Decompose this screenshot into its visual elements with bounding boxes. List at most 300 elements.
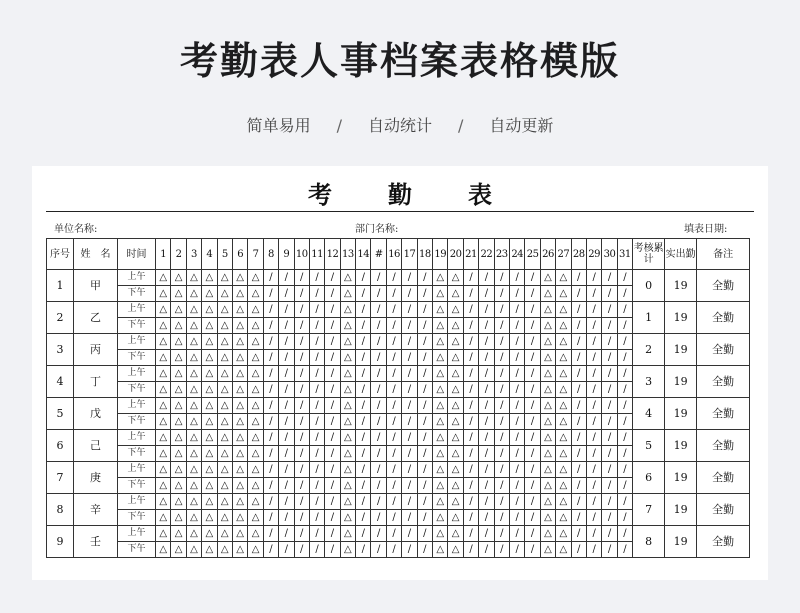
- attendance-mark: △: [217, 334, 232, 350]
- header-day: 9: [279, 239, 294, 270]
- header-day: 22: [479, 239, 494, 270]
- attendance-mark: △: [232, 414, 247, 430]
- attendance-mark: △: [232, 334, 247, 350]
- attendance-mark: △: [433, 510, 448, 526]
- attendance-mark: /: [356, 350, 371, 366]
- attendance-mark: △: [217, 350, 232, 366]
- attendance-mark: △: [202, 318, 217, 334]
- row-check-total: 5: [633, 430, 665, 462]
- attendance-mark: /: [571, 478, 586, 494]
- attendance-mark: △: [232, 446, 247, 462]
- department-name-label: 部门名称:: [355, 224, 399, 235]
- attendance-mark: /: [371, 542, 386, 558]
- attendance-mark: /: [525, 350, 540, 366]
- attendance-mark: △: [217, 398, 232, 414]
- attendance-mark: △: [202, 270, 217, 286]
- attendance-mark: /: [386, 494, 401, 510]
- attendance-mark: /: [509, 318, 524, 334]
- attendance-mark: /: [294, 542, 309, 558]
- period-label: 上午: [118, 302, 156, 318]
- attendance-mark: △: [248, 542, 263, 558]
- attendance-mark: △: [217, 494, 232, 510]
- attendance-mark: /: [309, 270, 324, 286]
- attendance-mark: △: [202, 366, 217, 382]
- attendance-mark: /: [463, 478, 478, 494]
- attendance-mark: /: [263, 270, 278, 286]
- attendance-mark: /: [617, 302, 632, 318]
- attendance-mark: /: [309, 350, 324, 366]
- attendance-mark: /: [263, 398, 278, 414]
- row-check-total: 8: [633, 526, 665, 558]
- attendance-mark: /: [294, 494, 309, 510]
- attendance-mark: /: [325, 494, 340, 510]
- attendance-mark: △: [202, 478, 217, 494]
- attendance-mark: △: [217, 382, 232, 398]
- attendance-mark: /: [617, 526, 632, 542]
- attendance-mark: △: [232, 286, 247, 302]
- attendance-mark: /: [494, 510, 509, 526]
- attendance-mark: △: [171, 414, 186, 430]
- attendance-mark: /: [371, 302, 386, 318]
- attendance-mark: △: [556, 382, 571, 398]
- attendance-mark: /: [494, 446, 509, 462]
- header-day: 13: [340, 239, 355, 270]
- row-index: 3: [47, 334, 74, 366]
- attendance-mark: /: [386, 478, 401, 494]
- row-name: 庚: [74, 462, 118, 494]
- attendance-mark: /: [279, 334, 294, 350]
- attendance-mark: △: [448, 414, 463, 430]
- attendance-mark: /: [525, 478, 540, 494]
- attendance-mark: △: [340, 478, 355, 494]
- attendance-mark: /: [509, 494, 524, 510]
- attendance-mark: △: [156, 542, 171, 558]
- table-row: [47, 526, 750, 542]
- attendance-mark: △: [232, 350, 247, 366]
- attendance-mark: △: [186, 334, 201, 350]
- period-label: 下午: [118, 510, 156, 526]
- attendance-mark: △: [433, 462, 448, 478]
- attendance-mark: △: [202, 286, 217, 302]
- attendance-mark: /: [602, 334, 617, 350]
- attendance-mark: △: [156, 382, 171, 398]
- attendance-mark: /: [463, 302, 478, 318]
- feature-item: 自动更新: [489, 116, 554, 135]
- attendance-mark: /: [571, 446, 586, 462]
- attendance-mark: /: [509, 366, 524, 382]
- header-note: 备注: [697, 239, 750, 270]
- attendance-mark: △: [171, 286, 186, 302]
- attendance-mark: /: [309, 414, 324, 430]
- attendance-mark: /: [463, 270, 478, 286]
- attendance-mark: /: [386, 430, 401, 446]
- attendance-mark: /: [417, 430, 432, 446]
- row-index: 6: [47, 430, 74, 462]
- attendance-mark: /: [525, 302, 540, 318]
- attendance-mark: /: [263, 382, 278, 398]
- attendance-mark: /: [356, 398, 371, 414]
- header-day: 23: [494, 239, 509, 270]
- attendance-mark: /: [586, 494, 601, 510]
- feature-item: 自动统计: [367, 116, 432, 135]
- attendance-mark: /: [356, 286, 371, 302]
- attendance-mark: △: [232, 510, 247, 526]
- attendance-mark: △: [156, 526, 171, 542]
- attendance-mark: △: [248, 526, 263, 542]
- attendance-mark: /: [402, 462, 417, 478]
- attendance-mark: △: [232, 462, 247, 478]
- attendance-mark: △: [232, 494, 247, 510]
- attendance-mark: /: [463, 510, 478, 526]
- attendance-mark: △: [202, 398, 217, 414]
- attendance-mark: △: [556, 542, 571, 558]
- row-check-total: 4: [633, 398, 665, 430]
- attendance-mark: /: [279, 414, 294, 430]
- attendance-mark: /: [479, 510, 494, 526]
- attendance-mark: △: [433, 494, 448, 510]
- attendance-mark: /: [617, 478, 632, 494]
- attendance-mark: /: [509, 286, 524, 302]
- header-day: 19: [433, 239, 448, 270]
- title-divider: [46, 211, 754, 212]
- attendance-mark: △: [171, 366, 186, 382]
- attendance-mark: △: [433, 430, 448, 446]
- attendance-mark: △: [217, 478, 232, 494]
- attendance-mark: /: [325, 286, 340, 302]
- attendance-mark: /: [586, 398, 601, 414]
- attendance-mark: △: [448, 510, 463, 526]
- attendance-mark: /: [479, 494, 494, 510]
- attendance-mark: △: [186, 398, 201, 414]
- attendance-mark: /: [294, 286, 309, 302]
- attendance-mark: /: [356, 462, 371, 478]
- attendance-table: [46, 238, 750, 558]
- attendance-mark: /: [325, 446, 340, 462]
- attendance-mark: /: [617, 398, 632, 414]
- attendance-mark: △: [540, 382, 555, 398]
- attendance-mark: /: [386, 334, 401, 350]
- attendance-mark: △: [217, 510, 232, 526]
- row-check-total: 1: [633, 302, 665, 334]
- header-row: [47, 239, 750, 270]
- attendance-mark: △: [448, 494, 463, 510]
- attendance-mark: △: [433, 542, 448, 558]
- attendance-mark: △: [556, 446, 571, 462]
- attendance-mark: /: [371, 350, 386, 366]
- attendance-mark: /: [463, 430, 478, 446]
- attendance-mark: △: [202, 414, 217, 430]
- header-day: 14: [356, 239, 371, 270]
- attendance-mark: △: [556, 318, 571, 334]
- attendance-mark: /: [309, 494, 324, 510]
- attendance-mark: /: [479, 430, 494, 446]
- attendance-mark: /: [494, 398, 509, 414]
- row-note: 全勤: [697, 366, 750, 398]
- attendance-mark: /: [509, 478, 524, 494]
- attendance-mark: /: [309, 398, 324, 414]
- period-label: 上午: [118, 494, 156, 510]
- period-label: 上午: [118, 430, 156, 446]
- row-attendance: 19: [665, 430, 697, 462]
- attendance-mark: /: [525, 414, 540, 430]
- attendance-mark: /: [617, 318, 632, 334]
- attendance-mark: /: [602, 478, 617, 494]
- attendance-mark: /: [602, 542, 617, 558]
- attendance-mark: /: [386, 526, 401, 542]
- attendance-mark: △: [186, 478, 201, 494]
- attendance-mark: △: [448, 366, 463, 382]
- attendance-mark: /: [494, 286, 509, 302]
- attendance-mark: /: [371, 334, 386, 350]
- attendance-mark: /: [525, 526, 540, 542]
- attendance-mark: /: [571, 542, 586, 558]
- attendance-mark: △: [448, 526, 463, 542]
- attendance-sheet: [32, 166, 768, 580]
- header-index: 序号: [47, 239, 74, 270]
- attendance-mark: /: [325, 398, 340, 414]
- attendance-mark: △: [448, 270, 463, 286]
- attendance-mark: /: [294, 270, 309, 286]
- attendance-mark: /: [602, 430, 617, 446]
- attendance-mark: /: [463, 350, 478, 366]
- attendance-mark: /: [402, 270, 417, 286]
- attendance-mark: /: [417, 414, 432, 430]
- attendance-mark: △: [186, 382, 201, 398]
- attendance-mark: /: [586, 526, 601, 542]
- header-day: 26: [540, 239, 555, 270]
- attendance-mark: /: [571, 382, 586, 398]
- attendance-mark: △: [340, 542, 355, 558]
- period-label: 下午: [118, 414, 156, 430]
- attendance-mark: △: [156, 366, 171, 382]
- sheet-title-char: 表: [468, 180, 492, 209]
- attendance-mark: /: [263, 462, 278, 478]
- attendance-mark: /: [263, 430, 278, 446]
- attendance-mark: △: [232, 366, 247, 382]
- attendance-mark: /: [402, 366, 417, 382]
- attendance-mark: /: [371, 462, 386, 478]
- attendance-mark: /: [294, 446, 309, 462]
- attendance-mark: /: [325, 270, 340, 286]
- attendance-mark: /: [356, 318, 371, 334]
- attendance-mark: /: [417, 510, 432, 526]
- attendance-mark: △: [556, 270, 571, 286]
- attendance-mark: △: [171, 398, 186, 414]
- attendance-mark: /: [494, 478, 509, 494]
- attendance-mark: /: [494, 334, 509, 350]
- attendance-mark: /: [617, 286, 632, 302]
- attendance-mark: /: [479, 446, 494, 462]
- header-day: 24: [509, 239, 524, 270]
- period-label: 上午: [118, 398, 156, 414]
- attendance-mark: /: [417, 494, 432, 510]
- attendance-mark: /: [402, 478, 417, 494]
- attendance-mark: △: [340, 286, 355, 302]
- attendance-mark: /: [617, 542, 632, 558]
- header-time: 时间: [118, 239, 156, 270]
- header-day: 16: [386, 239, 401, 270]
- attendance-mark: /: [525, 542, 540, 558]
- attendance-mark: /: [402, 286, 417, 302]
- attendance-mark: /: [479, 302, 494, 318]
- attendance-mark: /: [494, 302, 509, 318]
- row-name: 乙: [74, 302, 118, 334]
- attendance-mark: △: [540, 446, 555, 462]
- attendance-mark: /: [586, 366, 601, 382]
- attendance-mark: /: [571, 430, 586, 446]
- attendance-mark: /: [525, 270, 540, 286]
- attendance-mark: △: [232, 270, 247, 286]
- row-index: 8: [47, 494, 74, 526]
- attendance-mark: /: [294, 302, 309, 318]
- attendance-mark: /: [325, 382, 340, 398]
- attendance-mark: △: [171, 382, 186, 398]
- attendance-mark: /: [309, 542, 324, 558]
- header-day: 17: [402, 239, 417, 270]
- attendance-mark: /: [586, 430, 601, 446]
- attendance-mark: △: [340, 398, 355, 414]
- attendance-mark: △: [248, 462, 263, 478]
- attendance-mark: /: [602, 462, 617, 478]
- attendance-mark: /: [479, 526, 494, 542]
- attendance-mark: △: [340, 366, 355, 382]
- attendance-mark: /: [617, 430, 632, 446]
- attendance-mark: △: [186, 526, 201, 542]
- header-day: 18: [417, 239, 432, 270]
- row-index: 1: [47, 270, 74, 302]
- attendance-mark: △: [202, 494, 217, 510]
- attendance-mark: /: [263, 286, 278, 302]
- attendance-mark: /: [602, 382, 617, 398]
- attendance-mark: △: [433, 382, 448, 398]
- attendance-mark: △: [340, 302, 355, 318]
- attendance-mark: /: [294, 414, 309, 430]
- header-day: 5: [217, 239, 232, 270]
- attendance-mark: /: [479, 350, 494, 366]
- attendance-mark: /: [371, 494, 386, 510]
- attendance-mark: △: [433, 334, 448, 350]
- attendance-mark: △: [540, 510, 555, 526]
- row-attendance: 19: [665, 334, 697, 366]
- attendance-mark: /: [509, 334, 524, 350]
- attendance-mark: /: [571, 270, 586, 286]
- attendance-mark: △: [540, 542, 555, 558]
- period-label: 下午: [118, 382, 156, 398]
- attendance-mark: △: [556, 286, 571, 302]
- attendance-mark: △: [340, 270, 355, 286]
- attendance-mark: △: [540, 366, 555, 382]
- attendance-mark: △: [186, 350, 201, 366]
- row-check-total: 2: [633, 334, 665, 366]
- header-day: 30: [602, 239, 617, 270]
- attendance-mark: /: [479, 478, 494, 494]
- attendance-mark: /: [386, 302, 401, 318]
- feature-list: [0, 113, 800, 136]
- attendance-mark: △: [340, 430, 355, 446]
- attendance-mark: /: [586, 382, 601, 398]
- attendance-mark: △: [232, 526, 247, 542]
- attendance-mark: /: [279, 270, 294, 286]
- attendance-mark: △: [202, 526, 217, 542]
- attendance-mark: △: [448, 382, 463, 398]
- attendance-mark: △: [156, 494, 171, 510]
- attendance-mark: △: [186, 494, 201, 510]
- attendance-mark: △: [186, 542, 201, 558]
- attendance-mark: /: [402, 526, 417, 542]
- attendance-mark: △: [448, 334, 463, 350]
- attendance-mark: △: [186, 446, 201, 462]
- attendance-mark: /: [263, 510, 278, 526]
- period-label: 下午: [118, 478, 156, 494]
- attendance-mark: /: [479, 270, 494, 286]
- attendance-mark: △: [171, 430, 186, 446]
- attendance-mark: /: [402, 446, 417, 462]
- attendance-mark: /: [509, 510, 524, 526]
- attendance-mark: /: [571, 398, 586, 414]
- header-day: 3: [186, 239, 201, 270]
- row-index: 4: [47, 366, 74, 398]
- row-note: 全勤: [697, 334, 750, 366]
- attendance-mark: △: [156, 398, 171, 414]
- attendance-mark: /: [325, 318, 340, 334]
- attendance-mark: /: [509, 398, 524, 414]
- attendance-mark: /: [263, 302, 278, 318]
- attendance-mark: /: [463, 462, 478, 478]
- attendance-mark: /: [586, 350, 601, 366]
- row-attendance: 19: [665, 462, 697, 494]
- attendance-mark: /: [402, 414, 417, 430]
- attendance-mark: /: [263, 366, 278, 382]
- attendance-mark: /: [356, 526, 371, 542]
- attendance-mark: △: [202, 542, 217, 558]
- attendance-mark: △: [186, 286, 201, 302]
- attendance-mark: /: [263, 334, 278, 350]
- attendance-mark: /: [279, 510, 294, 526]
- attendance-mark: △: [217, 318, 232, 334]
- attendance-mark: △: [156, 350, 171, 366]
- attendance-mark: /: [463, 446, 478, 462]
- attendance-mark: /: [309, 526, 324, 542]
- attendance-mark: /: [263, 318, 278, 334]
- attendance-mark: △: [433, 398, 448, 414]
- attendance-mark: △: [217, 366, 232, 382]
- attendance-mark: /: [402, 398, 417, 414]
- attendance-mark: △: [217, 286, 232, 302]
- attendance-mark: /: [479, 318, 494, 334]
- attendance-mark: /: [309, 510, 324, 526]
- attendance-mark: /: [279, 286, 294, 302]
- attendance-mark: /: [571, 462, 586, 478]
- attendance-mark: △: [448, 446, 463, 462]
- attendance-mark: △: [448, 302, 463, 318]
- attendance-mark: △: [186, 510, 201, 526]
- attendance-mark: △: [556, 398, 571, 414]
- attendance-mark: /: [479, 334, 494, 350]
- attendance-mark: /: [294, 526, 309, 542]
- attendance-mark: /: [294, 350, 309, 366]
- attendance-mark: /: [417, 302, 432, 318]
- table-row: [47, 270, 750, 286]
- attendance-mark: /: [602, 510, 617, 526]
- attendance-mark: △: [248, 286, 263, 302]
- attendance-mark: /: [356, 494, 371, 510]
- attendance-mark: △: [217, 446, 232, 462]
- attendance-mark: △: [433, 286, 448, 302]
- attendance-mark: △: [340, 510, 355, 526]
- header-day: 20: [448, 239, 463, 270]
- attendance-mark: △: [248, 446, 263, 462]
- attendance-mark: △: [217, 414, 232, 430]
